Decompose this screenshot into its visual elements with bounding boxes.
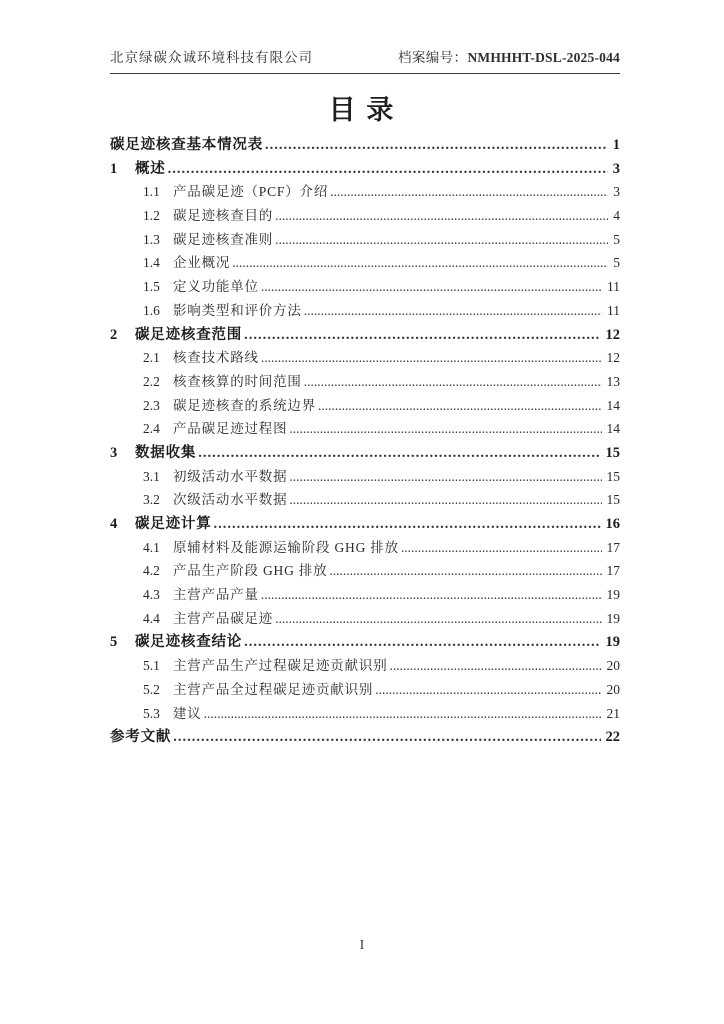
toc-entry-number: 1.6 xyxy=(143,302,160,318)
toc-entry-number: 3.1 xyxy=(143,468,160,484)
toc-entry-page: 5 xyxy=(613,231,620,247)
toc-leader-dots xyxy=(289,492,601,508)
toc-entry-number: 1.3 xyxy=(143,231,160,247)
toc-entry-title: 碳足迹核查准则 xyxy=(173,231,274,247)
toc-entry-title: 参考文献 xyxy=(110,729,172,746)
toc-entry-title: 产品碳足迹（PCF）介绍 xyxy=(173,184,329,200)
toc-entry-title: 产品生产阶段 GHG 排放 xyxy=(173,563,328,579)
toc-entry xyxy=(110,630,620,654)
toc-entry-number: 2 xyxy=(110,326,118,343)
toc-entry xyxy=(110,228,620,252)
toc-entry-title: 初级活动水平数据 xyxy=(173,468,288,484)
toc-entry-title: 核查技术路线 xyxy=(173,350,259,366)
toc-entry-title: 企业概况 xyxy=(173,255,231,271)
toc-entry-number: 4.2 xyxy=(143,563,160,579)
toc-entry-page: 20 xyxy=(606,658,620,674)
toc-entry-number: 2.2 xyxy=(143,373,160,389)
toc-leader-dots xyxy=(244,327,600,344)
toc-entry-number: 1 xyxy=(110,160,118,177)
toc-leader-dots xyxy=(275,208,608,224)
page-title: 目 录 xyxy=(328,95,396,125)
toc-entry-number: 2.4 xyxy=(143,421,160,437)
toc-entry-page: 22 xyxy=(605,729,620,746)
toc-entry-title: 定义功能单位 xyxy=(173,279,259,295)
toc-entry-page: 19 xyxy=(606,610,620,626)
toc-entry xyxy=(110,417,620,441)
toc-entry-page: 20 xyxy=(606,681,620,697)
toc-entry-title: 影响类型和评价方法 xyxy=(173,302,302,318)
toc-entry xyxy=(110,441,620,465)
toc-entry-page: 15 xyxy=(605,444,620,461)
toc-entry-title: 主营产品全过程碳足迹贡献识别 xyxy=(173,681,374,697)
toc-entry-number: 5.1 xyxy=(143,658,160,674)
toc-entry xyxy=(110,323,620,347)
toc-entry-page: 14 xyxy=(606,421,620,437)
toc-entry-number: 1.2 xyxy=(143,208,160,224)
toc-entry-number: 2.1 xyxy=(143,350,160,366)
toc-leader-dots xyxy=(304,374,602,390)
toc-entry-title: 主营产品生产过程碳足迹贡献识别 xyxy=(173,658,388,674)
toc-leader-dots xyxy=(401,540,602,556)
toc-leader-dots xyxy=(289,469,601,485)
toc-entry xyxy=(110,204,620,228)
toc-entry-title: 数据收集 xyxy=(135,444,197,461)
toc-entry-number: 1.5 xyxy=(143,279,160,295)
toc-entry-title: 碳足迹核查基本情况表 xyxy=(110,137,263,153)
toc-entry-page: 19 xyxy=(605,634,620,651)
toc-leader-dots xyxy=(261,587,602,603)
toc-entry xyxy=(110,488,620,512)
toc-entry-page: 11 xyxy=(607,302,620,318)
toc-list xyxy=(110,133,620,749)
toc-entry xyxy=(110,678,620,702)
company-name: 北京绿碳众诚环境科技有限公司 xyxy=(110,50,313,65)
toc-leader-dots xyxy=(390,658,602,674)
toc-entry xyxy=(110,607,620,631)
toc-leader-dots xyxy=(198,445,600,462)
toc-entry-title: 碳足迹计算 xyxy=(135,516,212,532)
toc-entry-page: 3 xyxy=(612,160,620,177)
toc-entry xyxy=(110,465,620,489)
doc-number-block xyxy=(398,46,620,66)
toc-entry-title: 产品碳足迹过程图 xyxy=(173,421,288,437)
toc-entry xyxy=(110,536,620,560)
toc-entry-title: 核查核算的时间范围 xyxy=(173,373,302,389)
toc-entry-page: 14 xyxy=(606,397,620,413)
toc-entry-page: 12 xyxy=(606,350,620,366)
toc-leader-dots xyxy=(168,161,608,178)
toc-entry-number: 4.3 xyxy=(143,587,160,603)
toc-entry-title: 主营产品碳足迹 xyxy=(173,610,274,626)
toc-entry-number: 1.4 xyxy=(143,255,160,271)
toc-entry-number: 4 xyxy=(110,516,118,532)
toc-entry xyxy=(110,702,620,726)
doc-number-label: 档案编号： xyxy=(397,50,468,65)
toc-entry-page: 16 xyxy=(605,516,620,532)
toc-entry-title: 建议 xyxy=(173,705,202,721)
toc-leader-dots xyxy=(261,279,602,295)
toc-entry-title: 碳足迹核查结论 xyxy=(135,634,243,651)
toc-entry xyxy=(110,725,620,749)
toc-entry-page: 15 xyxy=(606,492,620,508)
toc-entry-title: 次级活动水平数据 xyxy=(173,492,288,508)
toc-entry xyxy=(110,251,620,275)
toc-entry-number: 2.3 xyxy=(143,397,160,413)
toc-entry-number: 5 xyxy=(110,634,118,651)
toc-entry-number: 5.3 xyxy=(143,705,160,721)
toc-entry-page: 17 xyxy=(606,539,620,555)
toc-leader-dots xyxy=(204,706,602,722)
toc-entry xyxy=(110,583,620,607)
toc-entry-page: 11 xyxy=(607,279,620,295)
toc-leader-dots xyxy=(275,611,601,627)
toc-entry-page: 15 xyxy=(606,468,620,484)
toc-entry-number: 3 xyxy=(110,444,118,461)
toc-entry-number: 5.2 xyxy=(143,681,160,697)
toc-leader-dots xyxy=(375,682,601,698)
toc-entry-page: 1 xyxy=(612,137,620,153)
toc-entry-page: 21 xyxy=(606,705,620,721)
toc-entry xyxy=(110,512,620,536)
toc-leader-dots xyxy=(289,421,601,437)
toc-entry-number: 4.1 xyxy=(143,539,160,555)
toc-entry-page: 5 xyxy=(613,255,620,271)
toc-entry-title: 主营产品产量 xyxy=(173,587,259,603)
toc-entry xyxy=(110,370,620,394)
toc-entry-number: 1.1 xyxy=(143,184,160,200)
toc-entry xyxy=(110,654,620,678)
toc-entry-page: 17 xyxy=(606,563,620,579)
toc-entry-number: 3.2 xyxy=(143,492,160,508)
toc-entry-title: 碳足迹核查的系统边界 xyxy=(173,397,316,413)
toc-entry xyxy=(110,299,620,323)
toc-leader-dots xyxy=(173,729,600,746)
toc-entry-title: 概述 xyxy=(135,160,166,177)
toc-leader-dots xyxy=(214,516,601,533)
toc-leader-dots xyxy=(261,350,602,366)
page-header xyxy=(110,46,620,74)
toc-entry-title: 碳足迹核查目的 xyxy=(173,208,274,224)
toc-entry xyxy=(110,180,620,204)
toc-entry xyxy=(110,346,620,370)
doc-number-value: NMHHHT-DSL-2025-044 xyxy=(467,50,620,65)
toc-entry-page: 13 xyxy=(606,373,620,389)
toc-entry-number: 4.4 xyxy=(143,610,160,626)
toc-entry-page: 12 xyxy=(605,326,620,343)
toc-leader-dots xyxy=(265,137,608,154)
footer-page-number: I xyxy=(359,938,365,953)
toc-leader-dots xyxy=(329,563,601,579)
toc-entry xyxy=(110,559,620,583)
toc-entry xyxy=(110,133,620,157)
toc-leader-dots xyxy=(275,232,608,248)
toc-leader-dots xyxy=(304,303,602,319)
toc-entry-page: 19 xyxy=(606,587,620,603)
toc-leader-dots xyxy=(318,398,602,414)
toc-leader-dots xyxy=(232,255,608,271)
toc-entry-title: 碳足迹核查范围 xyxy=(135,326,243,343)
toc-leader-dots xyxy=(244,634,600,651)
toc-entry xyxy=(110,275,620,299)
toc-entry xyxy=(110,157,620,181)
toc-entry-page: 4 xyxy=(613,208,620,224)
toc-entry-title: 原辅材料及能源运输阶段 GHG 排放 xyxy=(173,539,399,555)
toc-leader-dots xyxy=(330,184,608,200)
toc-entry-page: 3 xyxy=(613,184,620,200)
toc-entry xyxy=(110,394,620,418)
